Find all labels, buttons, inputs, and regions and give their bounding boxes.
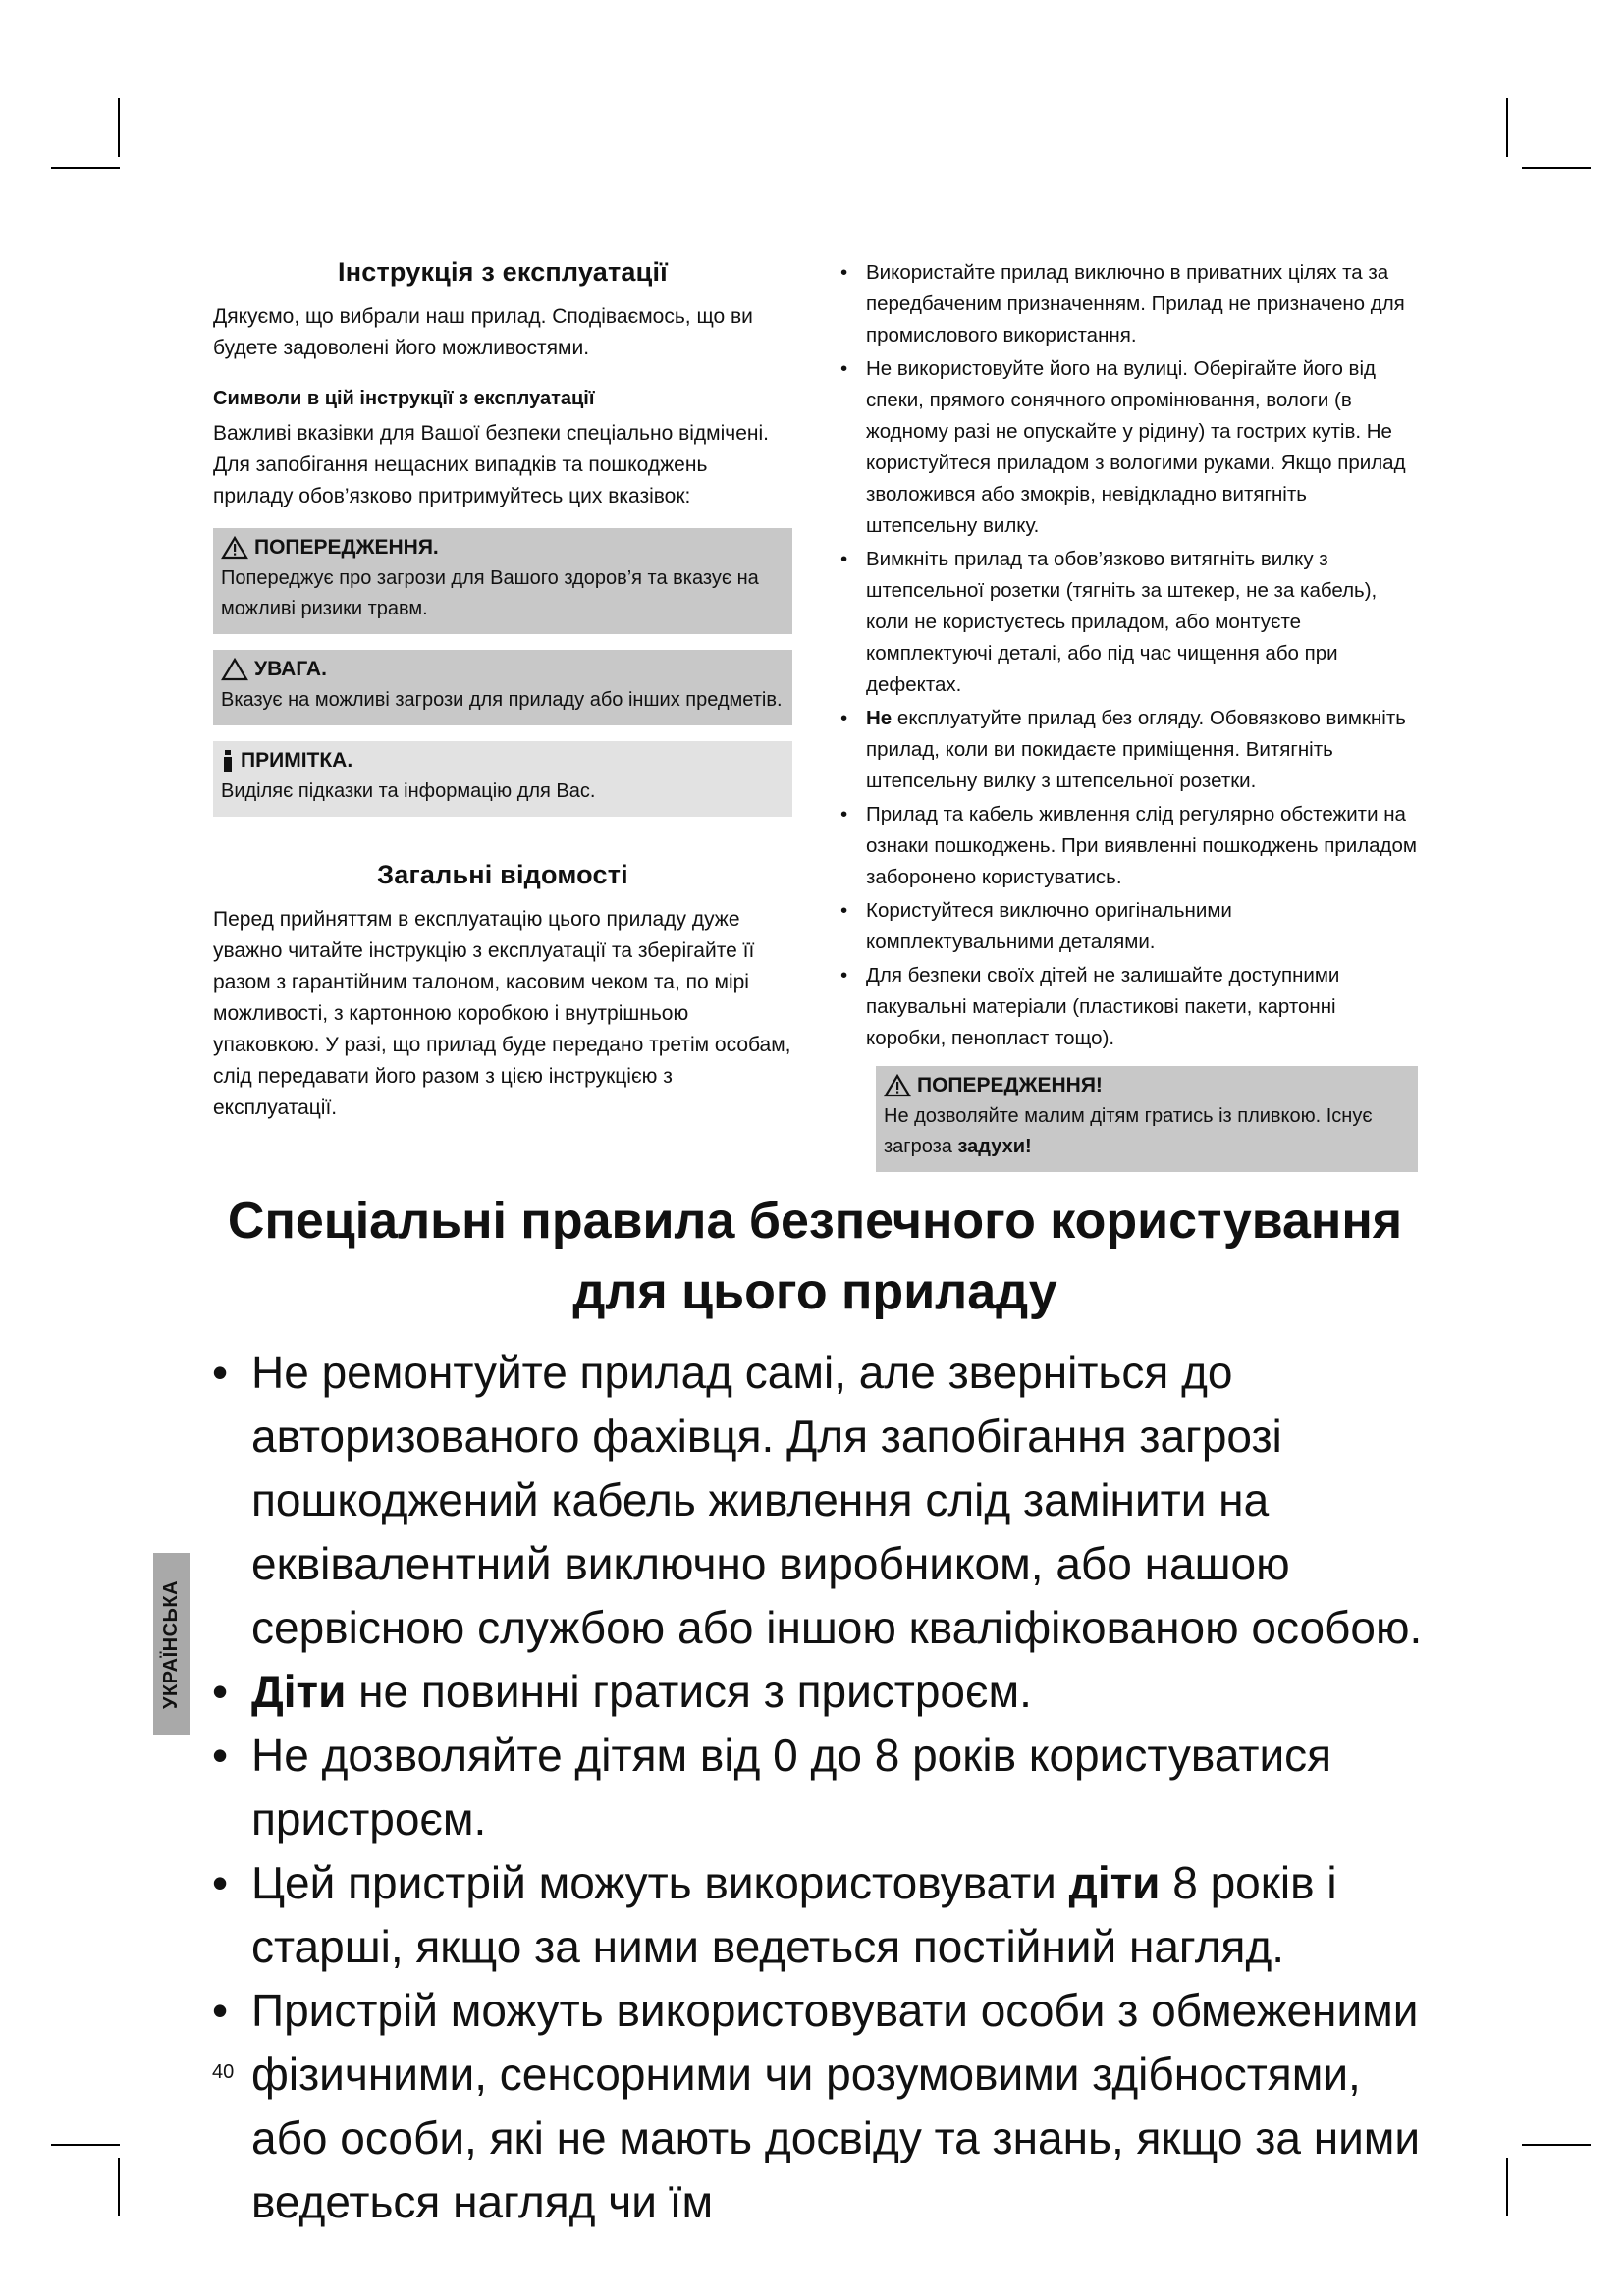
- page-number: 40: [212, 2061, 235, 2083]
- caution-text: Вказує на можливі загрози для приладу або інших предметів.: [221, 689, 783, 711]
- list-item: • Використайте прилад виключно в приватних цілях та за передбаченим призначенням. Прилад не призначено для промислового використання.: [840, 261, 1405, 347]
- intro-text: Дякуємо, що вибрали наш прилад. Сподіваємось, що ви будете задоволені його можливостями.: [213, 305, 753, 359]
- warning-text: Попереджує про загрози для Вашого здоров’я та вказує на можливі ризики травм.: [221, 567, 759, 619]
- warning-triangle-icon: [884, 1074, 911, 1097]
- warning-box: [213, 528, 792, 634]
- caution-box: [213, 650, 792, 725]
- intro-title: Інструкція з експлуатації: [338, 257, 668, 287]
- crop-mark: [1522, 2144, 1591, 2146]
- note-title: ПРИМІТКА.: [241, 749, 353, 772]
- list-item: • Пристрій можуть використовувати особи з обмеженими фізичними, сенсорними чи розумовими здібностями, або особи, які не мають досвіду та знань, якщо за ними ведеться нагляд чи їм: [212, 1985, 1421, 2227]
- right-warning-box: [876, 1066, 1418, 1172]
- symbols-text: Важливі вказівки для Вашої безпеки спеціально відмічені. Для запобігання нещасних випадків та пошкоджень приладу обов’язково притримуйтесь цих вказівок:: [213, 422, 769, 507]
- right-warning-text: Не дозволяйте малим дітям гратись із пливкою. Існує загроза задухи!: [884, 1105, 1373, 1157]
- list-item: • Не дозволяйте дітям від 0 до 8 років користуватися пристроєм.: [212, 1730, 1332, 1844]
- left-column: [213, 257, 792, 1124]
- caution-title: УВАГА.: [254, 658, 327, 680]
- list-item: • Не ремонтуйте прилад самі, але зверніться до авторизованого фахівця. Для запобігання загрозі пошкоджений кабель живлення слід замінити на еквівалентний виключно виробником, або нашою сервісною службою або іншою кваліфікованою особою.: [212, 1347, 1423, 1653]
- special-rules-list: [212, 1341, 1449, 2234]
- list-item: • Для безпеки своїх дітей не залишайте доступними пакувальні матеріали (пластикові пакети, картонні коробки, пенопласт тощо).: [840, 964, 1340, 1049]
- language-side-tab: [153, 1553, 190, 1735]
- crop-mark: [1522, 167, 1591, 169]
- crop-mark: [51, 167, 120, 169]
- crop-mark: [1506, 2158, 1508, 2216]
- safety-list: [837, 257, 1418, 1054]
- crop-mark: [51, 2144, 120, 2146]
- crop-mark: [118, 98, 120, 157]
- language-label: УКРАЇНСЬКА: [160, 1579, 183, 1709]
- list-item: • Не експлуатуйте прилад без огляду. Обовязково вимкніть прилад, коли ви покидаєте приміщення. Витягніть штепсельну вилку з штепсельної розетки.: [840, 707, 1406, 792]
- caution-triangle-icon: [221, 658, 248, 681]
- general-text: Перед прийняттям в експлуатацію цього приладу дуже уважно читайте інструкцію з експлуатації та зберігайте її разом з гарантійним талоном, касовим чеком та, по мірі можливості, з картонною коробкою і внутрішньою упаковкою. У разі, що прилад буде передано третім особам, слід передавати його разом з цією інструкцією з експлуатації.: [213, 908, 791, 1119]
- list-item: • Прилад та кабель живлення слід регулярно обстежити на ознаки пошкоджень. При виявленні пошкоджень приладом заборонено користуватись.: [840, 803, 1418, 888]
- list-item: • Користуйтеся виключно оригінальними комплектувальними деталями.: [840, 899, 1232, 953]
- note-box: [213, 741, 792, 817]
- info-icon: [221, 749, 235, 773]
- note-text: Виділяє підказки та інформацію для Вас.: [221, 780, 596, 802]
- crop-mark: [118, 2158, 120, 2216]
- warning-title: ПОПЕРЕДЖЕННЯ.: [254, 536, 439, 559]
- symbols-title: Символи в цій інструкції з експлуатації: [213, 388, 595, 409]
- list-item: • Діти не повинні гратися з пристроєм.: [212, 1666, 1032, 1717]
- general-title: Загальні відомості: [377, 860, 628, 889]
- list-item: • Вимкніть прилад та обов’язково витягніть вилку з штепсельної розетки (тягніть за штекер, не за кабель), коли не користуєтесь приладом, або монтуєте комплектуючі деталі, або під час чищення або при дефектах.: [840, 548, 1378, 696]
- right-column: [837, 257, 1418, 1172]
- crop-mark: [1506, 98, 1508, 157]
- warning-triangle-icon: [221, 536, 248, 560]
- right-warning-title: ПОПЕРЕДЖЕННЯ!: [917, 1074, 1103, 1096]
- list-item: • Не використовуйте його на вулиці. Оберігайте його від спеки, прямого сонячного опромінювання, вологи (в жодному разі не опускайте у рідину) та гострих кутів. Не користуйтеся приладом з вологими руками. Якщо прилад зволожився або змокрів, невідкладно витягніть штепсельну вилку.: [840, 357, 1406, 537]
- special-rules-title: Спеціальні правила безпечного користування для цього приладу: [227, 1193, 1403, 1320]
- list-item: • Цей пристрій можуть використовувати діти 8 років і старші, якщо за ними ведеться постійний нагляд.: [212, 1857, 1337, 1972]
